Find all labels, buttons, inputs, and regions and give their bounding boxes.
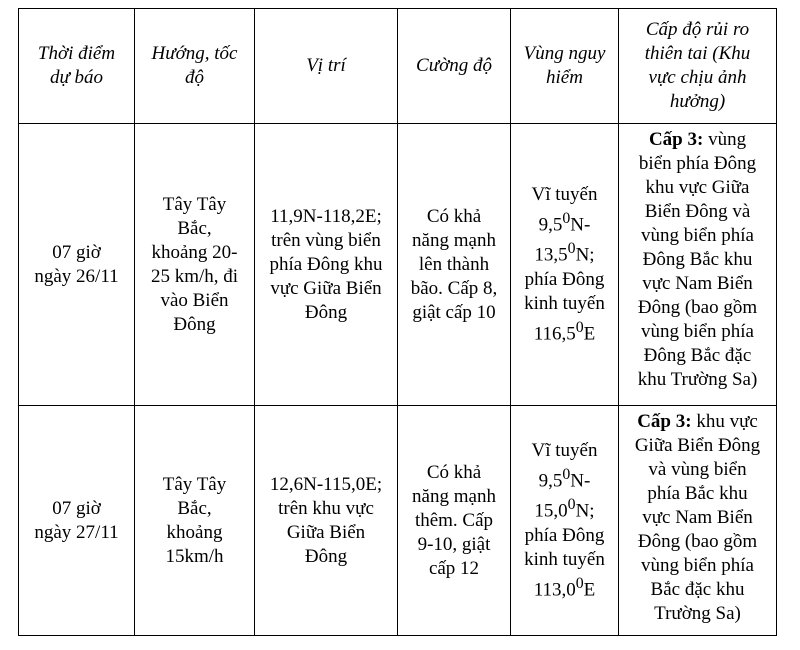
header-risk-level: Cấp độ rủi ro thiên tai (Khu vực chịu ảnh hưởng) — [619, 9, 777, 124]
risk-level-cell: Cấp 3: vùng biển phía Đông khu vực Giữa Biển Đông và vùng biển phía Đông Bắc khu vực Nam Biển Đông (bao gồm vùng biển phía Đông Bắc đặc khu Trường Sa) — [619, 124, 777, 406]
table-row — [19, 406, 777, 636]
danger-zone-cell: Vĩ tuyến $9,5^0N-$ 13,5$^0$N; phía Đông kinh tuyến 116,5$^0$E — [511, 124, 619, 406]
header-forecast-time: Thời điểm dự báo — [19, 9, 135, 124]
table-row — [19, 124, 777, 406]
forecast-time-cell: 07 giờ ngày 27/11 — [19, 406, 135, 636]
header-row — [19, 9, 777, 124]
header-position: Vị trí — [255, 9, 398, 124]
header-danger-zone: Vùng nguy hiểm — [511, 9, 619, 124]
danger-zone-cell: Vĩ tuyến $9,5^0N-$ 15,0$^0$N; phía Đông kinh tuyến 113,0$^0$E — [511, 406, 619, 636]
header-intensity: Cường độ — [398, 9, 511, 124]
intensity-cell: Có khả năng mạnh lên thành bão. Cấp 8, giật cấp 10 — [398, 124, 511, 406]
risk-level-cell: Cấp 3: khu vực Giữa Biển Đông và vùng biển phía Bắc khu vực Nam Biển Đông (bao gồm vùng biển phía Bắc đặc khu Trường Sa) — [619, 406, 777, 636]
risk-level-label: Cấp 3: — [637, 411, 692, 432]
storm-forecast-table — [18, 8, 777, 636]
risk-level-label: Cấp 3: — [648, 129, 704, 150]
forecast-time-cell: 07 giờ ngày 26/11 — [19, 124, 135, 406]
position-cell: 11,9N-118,2E; trên vùng biển phía Đông khu vực Giữa Biển Đông — [255, 124, 398, 406]
intensity-cell: Có khả năng mạnh thêm. Cấp 9-10, giật cấp 12 — [398, 406, 511, 636]
position-cell: 12,6N-115,0E; trên khu vực Giữa Biển Đông — [255, 406, 398, 636]
forecast-table-wrapper — [18, 8, 777, 636]
direction-speed-cell: Tây Tây Bắc, khoảng 15km/h — [135, 406, 255, 636]
header-direction-speed: Hướng, tốc độ — [135, 9, 255, 124]
direction-speed-cell: Tây Tây Bắc, khoảng 20- 25 km/h, đi vào Biển Đông — [135, 124, 255, 406]
